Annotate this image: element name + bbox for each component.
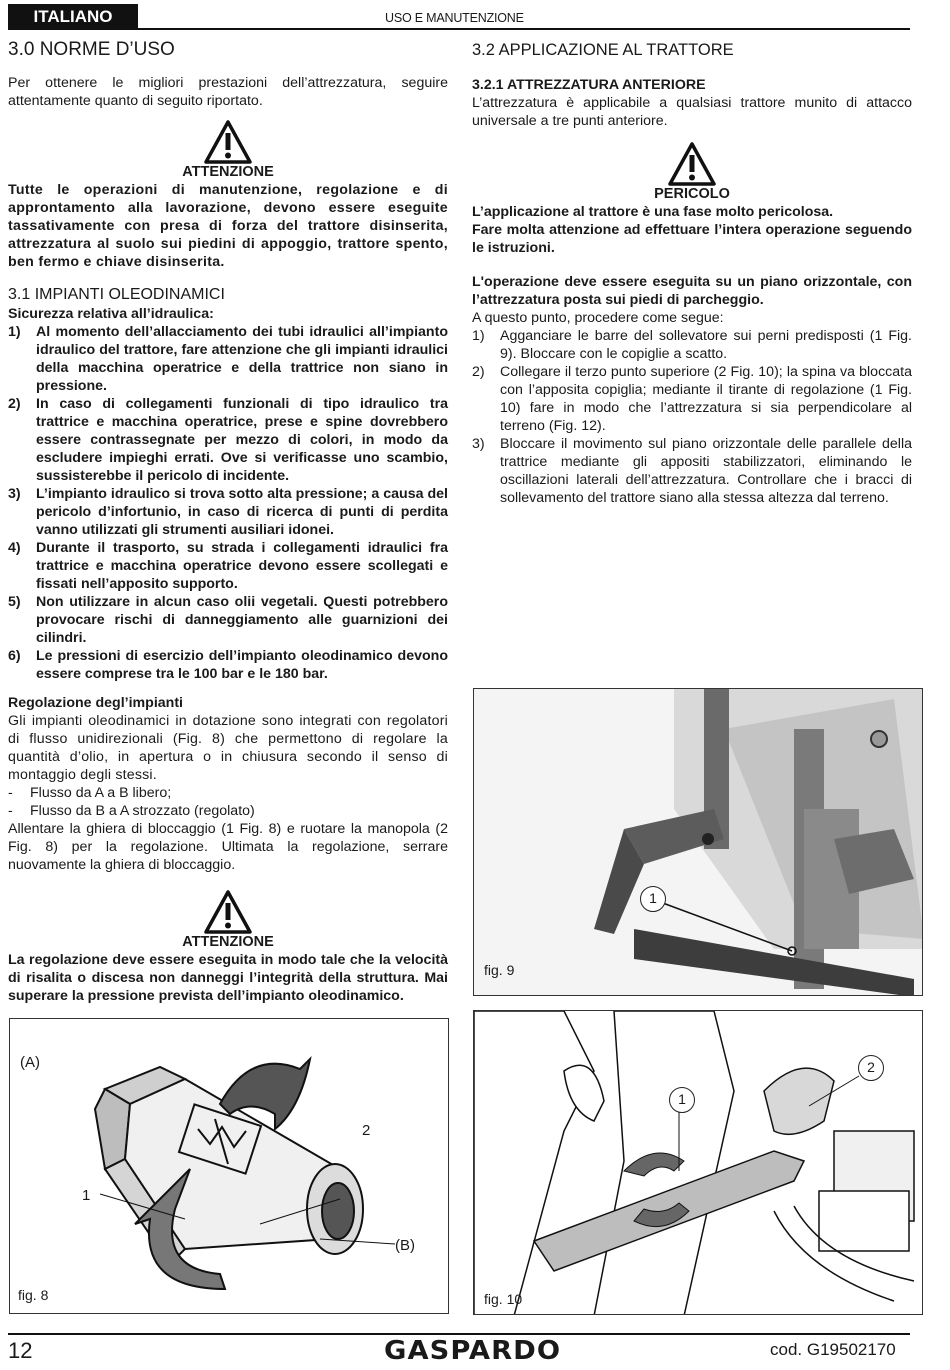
figure-9-label: fig. 9 [484,962,515,978]
document-code: cod. G19502170 [770,1340,896,1359]
right-intro: L’attrezzatura è applicabile a qualsiasi trattore munito di attacco universale a tre punti anteriore. [472,95,912,129]
warning-triangle-icon [204,120,252,164]
section-title-norme: 3.0 NORME D’USO [8,39,175,60]
callout-1: 1 [669,1087,695,1113]
list-item: 1) Al momento dell’allacciamento dei tubi idraulici all’impianto idraulico del trattore, fare attenzione che gli impianti idraulici della macchina operatrice e della trattrice non siano in pressione. [8,324,448,394]
hydraulics-subtitle: Sicurezza relativa all’idraulica: [8,306,214,322]
application-steps [472,327,912,507]
danger-text-1: L’applicazione al trattore è una fase molto pericolosa. [472,204,834,220]
regulation-title: Regolazione degl’impianti [8,695,183,711]
left-column-middle [8,694,448,1005]
steps-lead: A questo punto, procedere come segue: [472,310,724,326]
top-link-adjustment-illustration [474,1011,923,1315]
warning-triangle-icon [668,142,716,186]
list-item: 4) Durante il trasporto, su strada i collegamenti idraulici fra trattrice e macchina operatrice devono essere scollegati e fissati nell’apposito supporto. [8,540,448,592]
danger-title: PERICOLO [654,186,730,202]
list-item: 1) Agganciare le barre del sollevatore sui perni predisposti (1 Fig. 9). Bloccare con le copiglie a scatto. [472,328,912,362]
callout-a: (A) [20,1054,40,1071]
regulation-after: Allentare la ghiera di bloccaggio (1 Fig. 8) e ruotare la manopola (2 Fig. 8) per la regolazione. Ultimata la regolazione, serrare nuovamente la ghiera di bloccaggio. [8,821,448,873]
language-tag: ITALIANO [8,4,138,29]
list-item: 2) In caso di collegamenti funzionali di tipo idraulico tra trattrice e macchina operatrice, prese e spine dovrebbero essere contrassegnate per mezzo di colori, in modo da escludere impieghi errati. Ove si verificasse uno scambio, sussisterebbe il pericolo di incidente. [8,396,448,484]
footer-rule [8,1333,910,1335]
figure-8 [9,1018,449,1314]
brand-logo: GASPARDO [384,1336,562,1366]
left-column-top [8,38,448,683]
callout-1: 1 [82,1187,91,1204]
list-item: 2) Collegare il terzo punto superiore (2 Fig. 10); la spina va bloccata con l’apposita copiglia; mediante il tirante di regolazione (1 Fig. 10) fare in modo che l’attrezzatura si sia perpendicolare al terreno (Fig. 12). [472,364,912,434]
danger-text-2: Fare molta attenzione ad effettuare l’intera operazione seguendo le istruzioni. [472,222,912,256]
warning-title: ATTENZIONE [182,934,274,950]
regulation-text: Gli impianti oleodinamici in dotazione sono integrati con regolatori di flusso unidirezionali (Fig. 8) che permettono di regolare la quantità d’olio, in apertura o in chiusura secondo il senso di montaggio degli stessi. [8,713,448,783]
section-title-applicazione: 3.2 APPLICAZIONE AL TRATTORE [472,41,734,59]
header-section: USO E MANUTENZIONE [385,11,524,25]
header-rule [8,28,910,30]
callout-b: (B) [395,1237,415,1254]
warning-text: La regolazione deve essere eseguita in modo tale che la velocità di risalita o discesa non danneggi l’integrità della struttura. Mai superare la pressione prevista dell’impianto oleodinamico. [8,952,448,1004]
bold-note: L'operazione deve essere eseguita su un piano orizzontale, con l’attrezzatura posta sui piedi di parcheggio. [472,274,912,308]
figure-10 [473,1010,923,1315]
warning-block-2 [8,890,448,951]
warning-text: Tutte le operazioni di manutenzione, regolazione e di approntamento alla lavorazione, devono essere eseguite tassativamente con presa di forza del trattore disinserita, attrezzatura al suolo sui piedini di appoggio, trattore spento, ben fermo e chiave disinserita. [8,182,448,270]
figure-10-label: fig. 10 [484,1291,523,1307]
figure-8-label: fig. 8 [18,1287,49,1303]
intro-text: Per ottenere le migliori prestazioni dell’attrezzatura, seguire attentamente quanto di seguito riportato. [8,75,448,109]
warning-block-1 [8,120,448,181]
callout-1: 1 [640,886,666,912]
right-column [472,38,912,507]
list-item: - Flusso da A a B libero; [8,785,172,801]
hydraulics-list [8,323,448,683]
page-number: 12 [8,1338,33,1363]
section-title-impianti: 3.1 IMPIANTI OLEODINAMICI [8,286,225,303]
warning-title: ATTENZIONE [182,164,274,180]
flow-regulator-illustration [10,1019,449,1314]
warning-triangle-icon [204,890,252,934]
callout-2: 2 [362,1122,371,1139]
three-point-hitch-photo [474,689,923,996]
danger-block [472,142,912,203]
figure-9 [473,688,923,996]
list-item: 3) Bloccare il movimento sul piano orizzontale delle parallele della trattrice mediante gli appositi stabilizzatori, eliminando le oscillazioni laterali dell’attrezzatura. Controllare che i bracci di sollevamento del trattore siano alla stessa altezza dal terreno. [472,436,912,506]
list-item: 3) L’impianto idraulico si trova sotto alta pressione; a causa del pericolo d’infortunio, in caso di ricerca di punti di perdita vanno utilizzati gli strumenti ausiliari idonei. [8,486,448,538]
callout-2: 2 [858,1055,884,1081]
flow-list [8,784,448,820]
list-item: 6) Le pressioni di esercizio dell’impianto oleodinamico devono essere comprese tra le 100 bar e le 180 bar. [8,648,448,682]
list-item: 5) Non utilizzare in alcun caso olii vegetali. Questi potrebbero provocare rischi di danneggiamento alle guarnizioni dei cilindri. [8,594,448,646]
subsection-title: 3.2.1 ATTREZZATURA ANTERIORE [472,77,706,93]
list-item: - Flusso da B a A strozzato (regolato) [8,803,255,819]
